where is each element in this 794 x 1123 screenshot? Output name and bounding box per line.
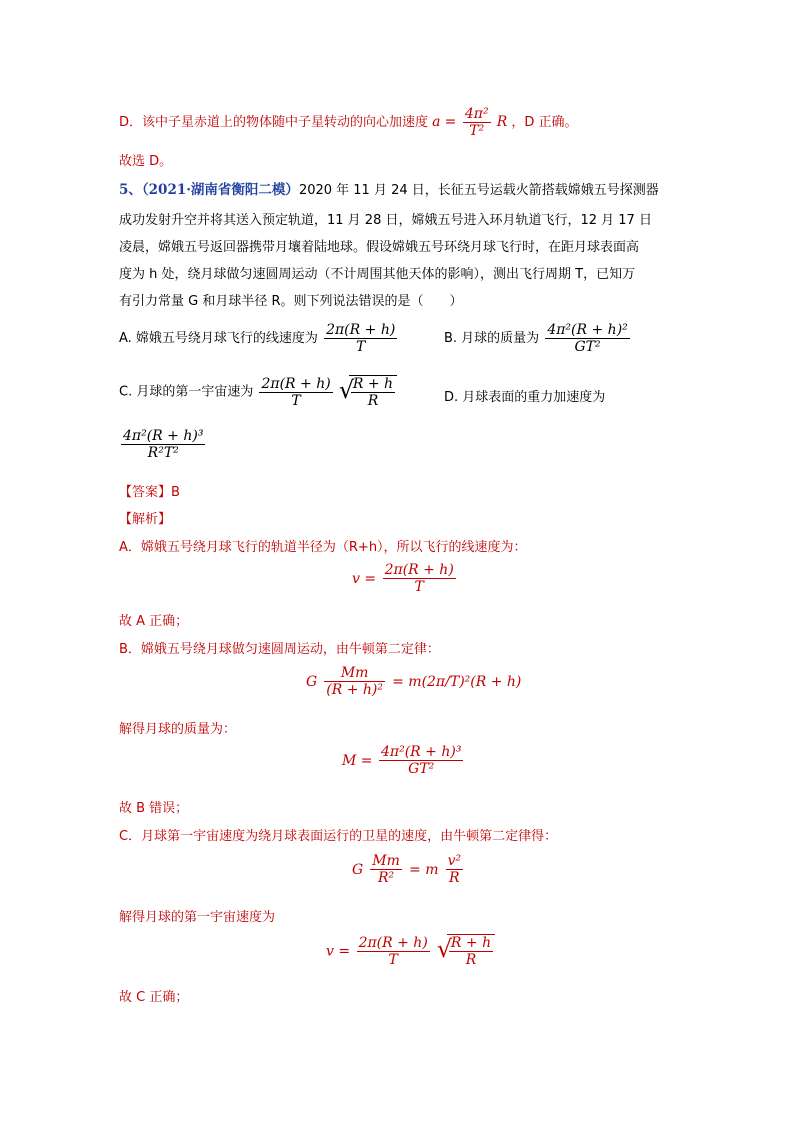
option-b-fraction: $\frac{\text{4π²(R + h)²}}{\text{GT²}}$ — [547, 322, 628, 355]
analysis-c-equation: G $\frac{Mm}{\text{R²}}$ = m $\frac{\text{v²}}{R}$ — [352, 853, 462, 886]
prev-conclusion: 故选 D。 — [119, 154, 173, 169]
option-c-fraction: $\frac{2\pi(R + h)}{T}$ — [261, 375, 331, 409]
question-number: 5、 — [119, 182, 142, 198]
question-line-1: 2020 年 11 月 24 日，长征五号运载火箭搭载嫦娥五号探测器 — [298, 183, 659, 198]
option-a-label: A. 嫦娥五号绕月球飞行的线速度为 — [119, 331, 318, 346]
question-line-3: 凌晨，嫦娥五号返回器携带月壤着陆地球。假设嫦娥五号环绕月球飞行时，在距月球表面高 — [119, 240, 640, 255]
prev-option-d-suffix: ，D 正确。 — [511, 115, 578, 130]
option-d-fraction: $\frac{\text{4π²(R + h)³}}{\text{R²T²}}$ — [123, 428, 204, 461]
analysis-c-conclusion: 故 C 正确； — [119, 990, 189, 1005]
answer-label: 【答案】B — [119, 485, 180, 500]
analysis-a-conclusion: 故 A 正确； — [119, 614, 189, 629]
option-b[interactable] — [444, 322, 632, 355]
analysis-c-velocity: v = $\frac{2\pi(R + h)}{T}$ √ $\frac{R + h}{R}$ — [326, 934, 495, 968]
prev-d-fraction: $\frac{\text{4π²}}{\text{T²}}$ — [464, 106, 489, 139]
question-source: （2021·湖南省衡阳二模） — [141, 182, 299, 198]
question-line-5: 有引力常量 G 和月球半径 R。则下列说法错误的是（ ） — [119, 294, 463, 309]
question-header — [119, 178, 659, 198]
option-d-label: D. 月球表面的重力加速度为 — [444, 390, 606, 405]
analysis-c-solve: 解得月球的第一宇宙速度为 — [119, 910, 276, 925]
analysis-b-equation: G $\frac{Mm}{\text{(R + h)²}}$ = m(2π/T)²(R + h) — [306, 665, 522, 698]
prev-option-d-text: D．该中子星赤道上的物体随中子星转动的向心加速度 — [119, 115, 429, 130]
analysis-b-solve: 解得月球的质量为： — [119, 722, 237, 737]
analysis-b-conclusion: 故 B 错误； — [119, 801, 189, 816]
analysis-label: 【解析】 — [119, 512, 172, 527]
option-c-sqrt: √ $\frac{R + h}{R}$ — [339, 375, 397, 409]
option-d-formula — [119, 428, 207, 461]
option-d[interactable] — [444, 386, 605, 405]
option-c-label: C. 月球的第一宇宙速为 — [119, 384, 254, 400]
option-a[interactable] — [119, 322, 399, 355]
formula-var: a — [432, 114, 441, 130]
analysis-c-line: C．月球第一宇宙速度为绕月球表面运行的卫星的速度，由牛顿第二定律得： — [119, 829, 558, 844]
option-a-fraction: $\frac{2\pi(R + h)}{T}$ — [326, 322, 396, 355]
option-c[interactable] — [119, 375, 397, 409]
analysis-b-line: B．嫦娥五号绕月球做匀速圆周运动，由牛顿第二定律： — [119, 642, 440, 657]
question-line-4: 度为 h 处，绕月球做匀速圆周运动（不计周围其他天体的影响），测出飞行周期 T，已知万 — [119, 267, 636, 282]
analysis-b-mass: M = $\frac{\text{4π²(R + h)³}}{\text{GT²}}$ — [342, 744, 462, 777]
prev-option-d: D．该中子星赤道上的物体随中子星转动的向心加速度 a = $\frac{\text{4π²}}{\text{T²}}$ R ，D 正确。 — [119, 106, 578, 139]
option-b-label: B. 月球的质量为 — [444, 331, 540, 346]
analysis-a-line: A．嫦娥五号绕月球飞行的轨道半径为（R+h），所以飞行的线速度为： — [119, 540, 527, 555]
analysis-a-equation: v = $\frac{2\pi(R + h)}{T}$ — [352, 562, 454, 595]
question-line-2: 成功发射升空并将其送入预定轨道，11 月 28 日，嫦娥五号进入环月轨道飞行，12 月 17 日 — [119, 213, 652, 228]
